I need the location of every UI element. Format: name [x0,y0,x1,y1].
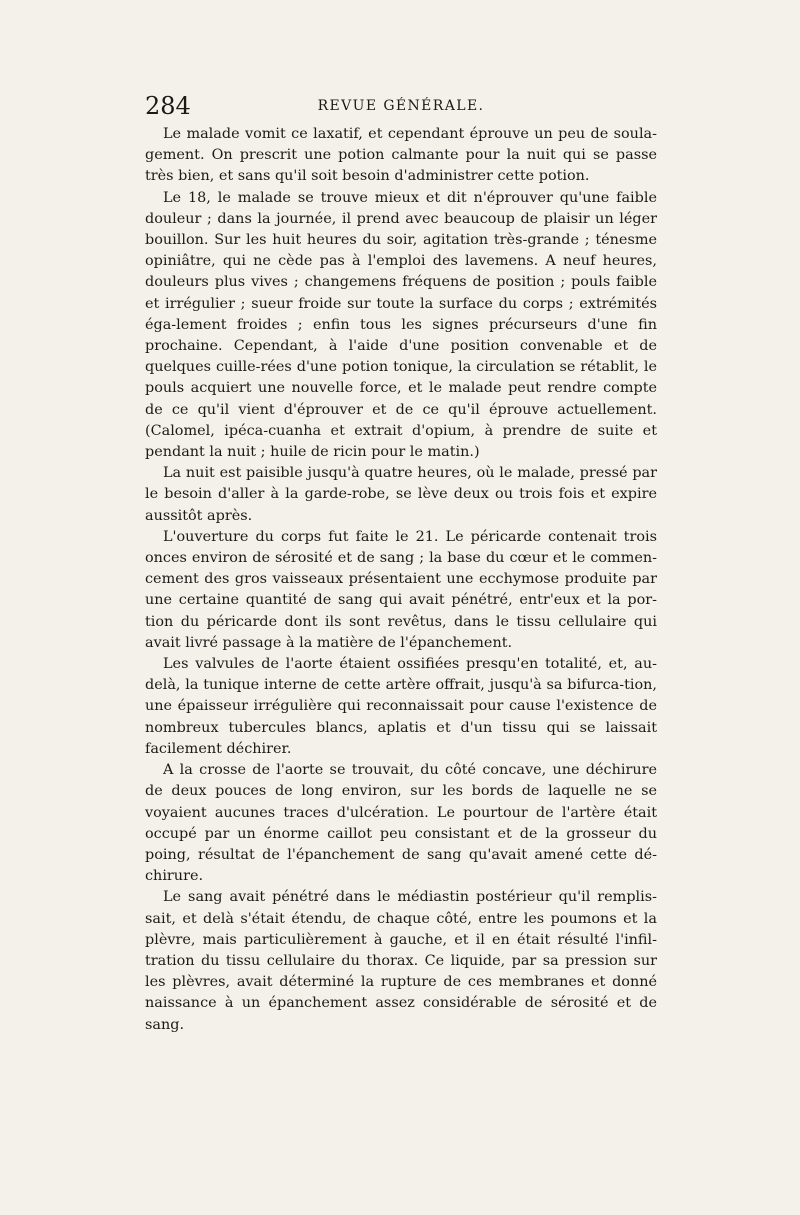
running-title: REVUE GÉNÉRALE. [317,98,485,114]
paragraph-mediastinum: Le sang avait pénétré dans le médiastin postérieur qu'il remplis-sait, et delà s'était étendu, de chaque côté, entre les poumons et la plèvre, mais particulièrement à gauche, et il en était résulté l'infil-tration du tissu cellulaire du thorax. Ce liquide, par sa pression sur les plèvres, avait déterminé la rupture de ces membranes et donné naissance à un épanchement assez considérable de sérosité et de sang. [145,889,657,1033]
paragraph-autopsy: L'ouverture du corps fut faite le 21. Le péricarde contenait trois onces environ de sérosité et de sang ; la base du cœur et le commen-cement des gros vaisseaux présentaient une ecchymose produite par une certaine quantité de sang qui avait pénétré, entr'eux et la por-tion du péricarde dont ils sont revêtus, dans le tissu cellulaire qui avait livré passage à la matière de l'épanchement. [145,528,657,651]
paragraph-vomiting: Le malade vomit ce laxatif, et cependant éprouve un peu de soula-gement. On prescrit une potion calmante pour la nuit qui se passe très bien, et sans qu'il soit besoin d'administrer cette potion. [145,126,657,185]
running-head [145,92,657,122]
paragraph-aortic-arch: A la crosse de l'aorte se trouvait, du côté concave, une déchirure de deux pouces de long environ, sur les bords de laquelle ne se voyaient aucunes traces d'ulcération. Le pourtour de l'artère était occupé par un énorme caillot peu consistant et de la grosseur du poing, résultat de l'épanchement de sang qu'avait amené cette dé-chirure. [145,762,657,885]
paragraph-aortic-valves: Les valvules de l'aorte étaient ossifiées presqu'en totalité, et, au-delà, la tunique interne de cette artère offrait, jusqu'à sa bifurca-tion, une épaisseur irrégulière qui reconnaissait pour cause l'existence de nombreux tubercules blancs, aplatis et d'un tissu qui se laissait facilement déchirer. [145,656,657,757]
paragraph-night-death: La nuit est paisible jusqu'à quatre heures, où le malade, pressé par le besoin d'aller à la garde-robe, se lève deux ou trois fois et expire aussitôt après. [145,465,657,524]
page-number: 284 [145,92,191,120]
page-content [145,92,657,1036]
body-text [145,124,657,1036]
paragraph-day-18: Le 18, le malade se trouve mieux et dit n'éprouver qu'une faible douleur ; dans la journée, il prend avec beaucoup de plaisir un léger bouillon. Sur les huit heures du soir, agitation très-grande ; ténesme opiniâtre, qui ne cède pas à l'emploi des lavemens. A neuf heures, douleurs plus vives ; changemens fréquens de position ; pouls faible et irrégulier ; sueur froide sur toute la surface du corps ; extrémités éga-lement froides ; enfin tous les signes précurseurs d'une fin prochaine. Cependant, à l'aide d'une position convenable et de quelques cuille-rées d'une potion tonique, la circulation se rétablit, le pouls acquiert une nouvelle force, et le malade peut rendre compte de ce qu'il vient d'éprouver et de ce qu'il éprouve actuellement. (Calomel, ipéca-cuanha et extrait d'opium, à prendre de suite et pendant la nuit ; huile de ricin pour le matin.) [145,189,657,461]
